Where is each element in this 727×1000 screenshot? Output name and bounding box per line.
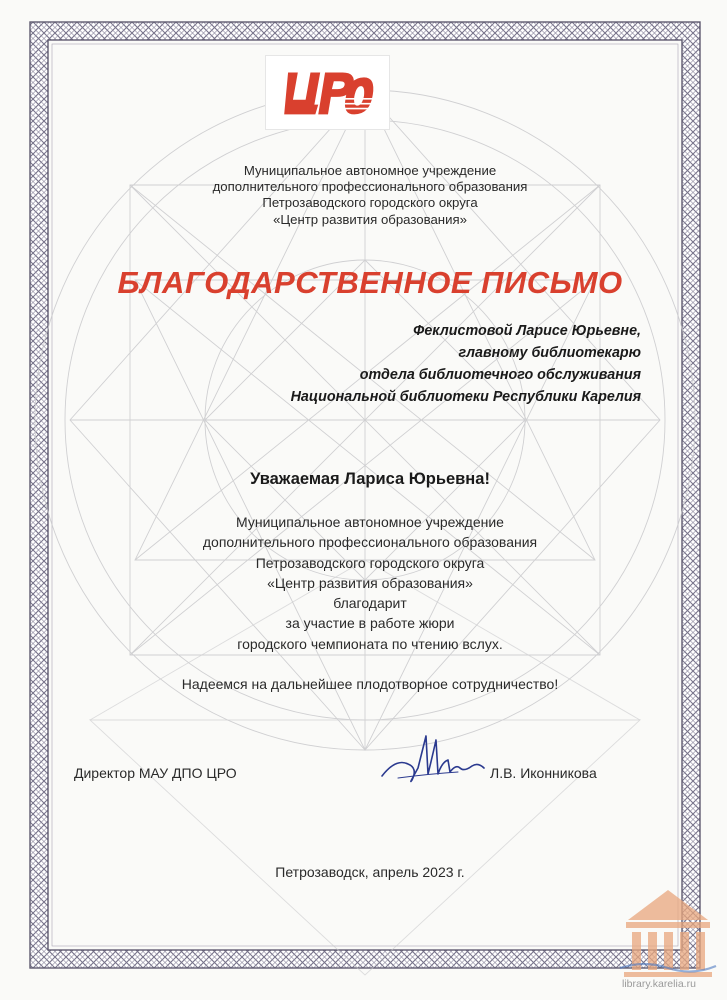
body-line: благодарит [333, 595, 407, 612]
header-line: Петрозаводского городского округа [262, 195, 478, 211]
letter-title: БЛАГОДАРСТВЕННОЕ ПИСЬМО [117, 265, 623, 300]
recipient-line: главному библиотекарю [458, 345, 641, 361]
recipient-block [291, 320, 641, 408]
body-line: за участие в работе жюри [285, 615, 455, 632]
body-line: дополнительного профессионального образования [202, 534, 538, 551]
place-and-date: Петрозаводск, апрель 2023 г. [275, 864, 465, 880]
watermark-text: library.karelia.ru [622, 978, 696, 990]
letter-body [60, 512, 680, 654]
cro-logo-icon [266, 56, 389, 129]
body-line: городского чемпионата по чтению вслух. [237, 635, 503, 652]
salutation: Уважаемая Лариса Юрьевна! [250, 470, 490, 488]
recipient-line: Национальной библиотеки Республики Карелия [290, 389, 641, 405]
header-line: «Центр развития образования» [273, 211, 467, 227]
header-line: дополнительного профессионального образования [212, 179, 528, 195]
body-line: Петрозаводского городского округа [255, 554, 485, 571]
organization-header [100, 163, 640, 228]
header-line: Муниципальное автономное учреждение [243, 163, 497, 178]
signatory-position: Директор МАУ ДПО ЦРО [74, 765, 237, 781]
recipient-line: Феклистовой Ларисе Юрьевне, [413, 323, 641, 339]
body-line: «Центр развития образования» [267, 574, 473, 591]
handwritten-signature [378, 728, 488, 790]
body-line: Муниципальное автономное учреждение [236, 514, 504, 530]
recipient-line: отдела библиотечного обслуживания [359, 367, 641, 383]
closing-line: Надеемся на дальнейшее плодотворное сотрудничество! [181, 676, 559, 692]
organization-logo [265, 55, 390, 130]
signatory-name: Л.В. Иконникова [490, 765, 597, 781]
